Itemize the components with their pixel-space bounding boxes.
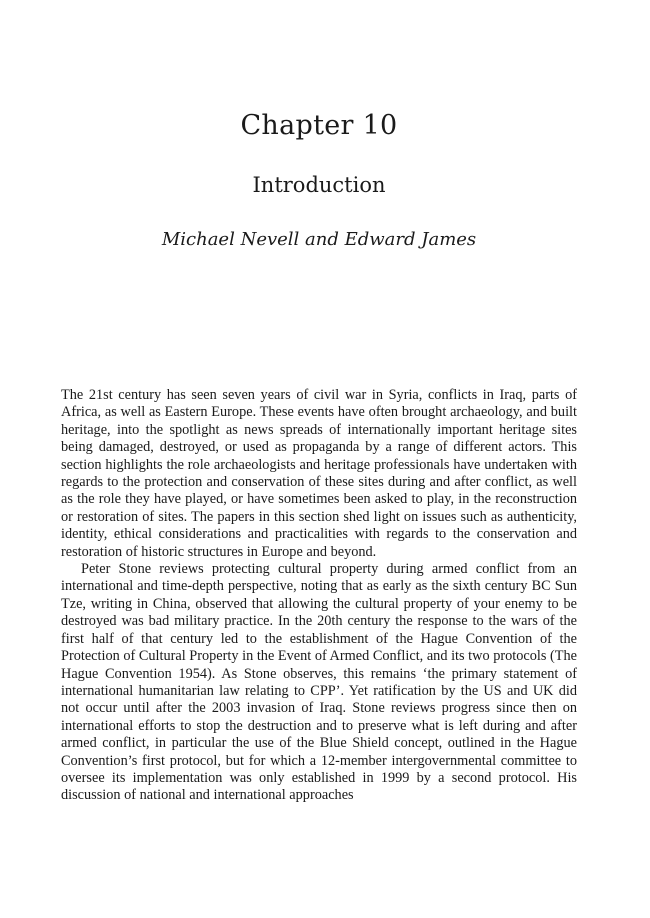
chapter-number: Chapter 10 bbox=[240, 110, 398, 141]
chapter-body bbox=[61, 387, 577, 805]
chapter-title: Introduction bbox=[252, 173, 386, 197]
body-paragraph: The 21st century has seen seven years of civil war in Syria, conflicts in Iraq, parts of Africa, as well as Eastern Europe. These events have often brought archaeology, and built heritage, into the spotlight as news spreads of internationally important heritage sites being damaged, destroyed, or used as propaganda by a range of different actors. This section highlights the role archaeologists and heritage professionals have undertaken with regards to the protection and conservation of these sites during and after conflict, as well as the role they have played, or have sometimes been asked to play, in the reconstruction or restoration of sites. The papers in this section shed light on issues such as authenticity, identity, ethical considerations and practicalities with regards to the conservation and restoration of historic structures in Europe and beyond. bbox=[61, 387, 577, 560]
chapter-authors: Michael Nevell and Edward James bbox=[161, 229, 477, 250]
body-paragraph: Peter Stone reviews protecting cultural property during armed conflict from an international and time-depth perspective, noting that as early as the sixth century BC Sun Tze, writing in China, observed that allowing the cultural property of your enemy to be destroyed was bad military practice. In the 20th century the response to the wars of the first half of that century led to the establishment of the Hague Convention of the Protection of Cultural Property in the Event of Armed Conflict, and its two protocols (The Hague Convention 1954). As Stone observes, this remains ‘the primary statement of international humanitarian law relating to CPP’. Yet ratification by the US and UK did not occur until after the 2003 invasion of Iraq. Stone reviews progress since then on international efforts to stop the destruction and to preserve what is left during and after armed conflict, in particular the use of the Blue Shield concept, outlined in the Hague Convention’s first protocol, but for which a 12-member intergovernmental committee to oversee its implementation was only established in 1999 by a second protocol. His discussion of national and international approaches bbox=[61, 561, 577, 804]
